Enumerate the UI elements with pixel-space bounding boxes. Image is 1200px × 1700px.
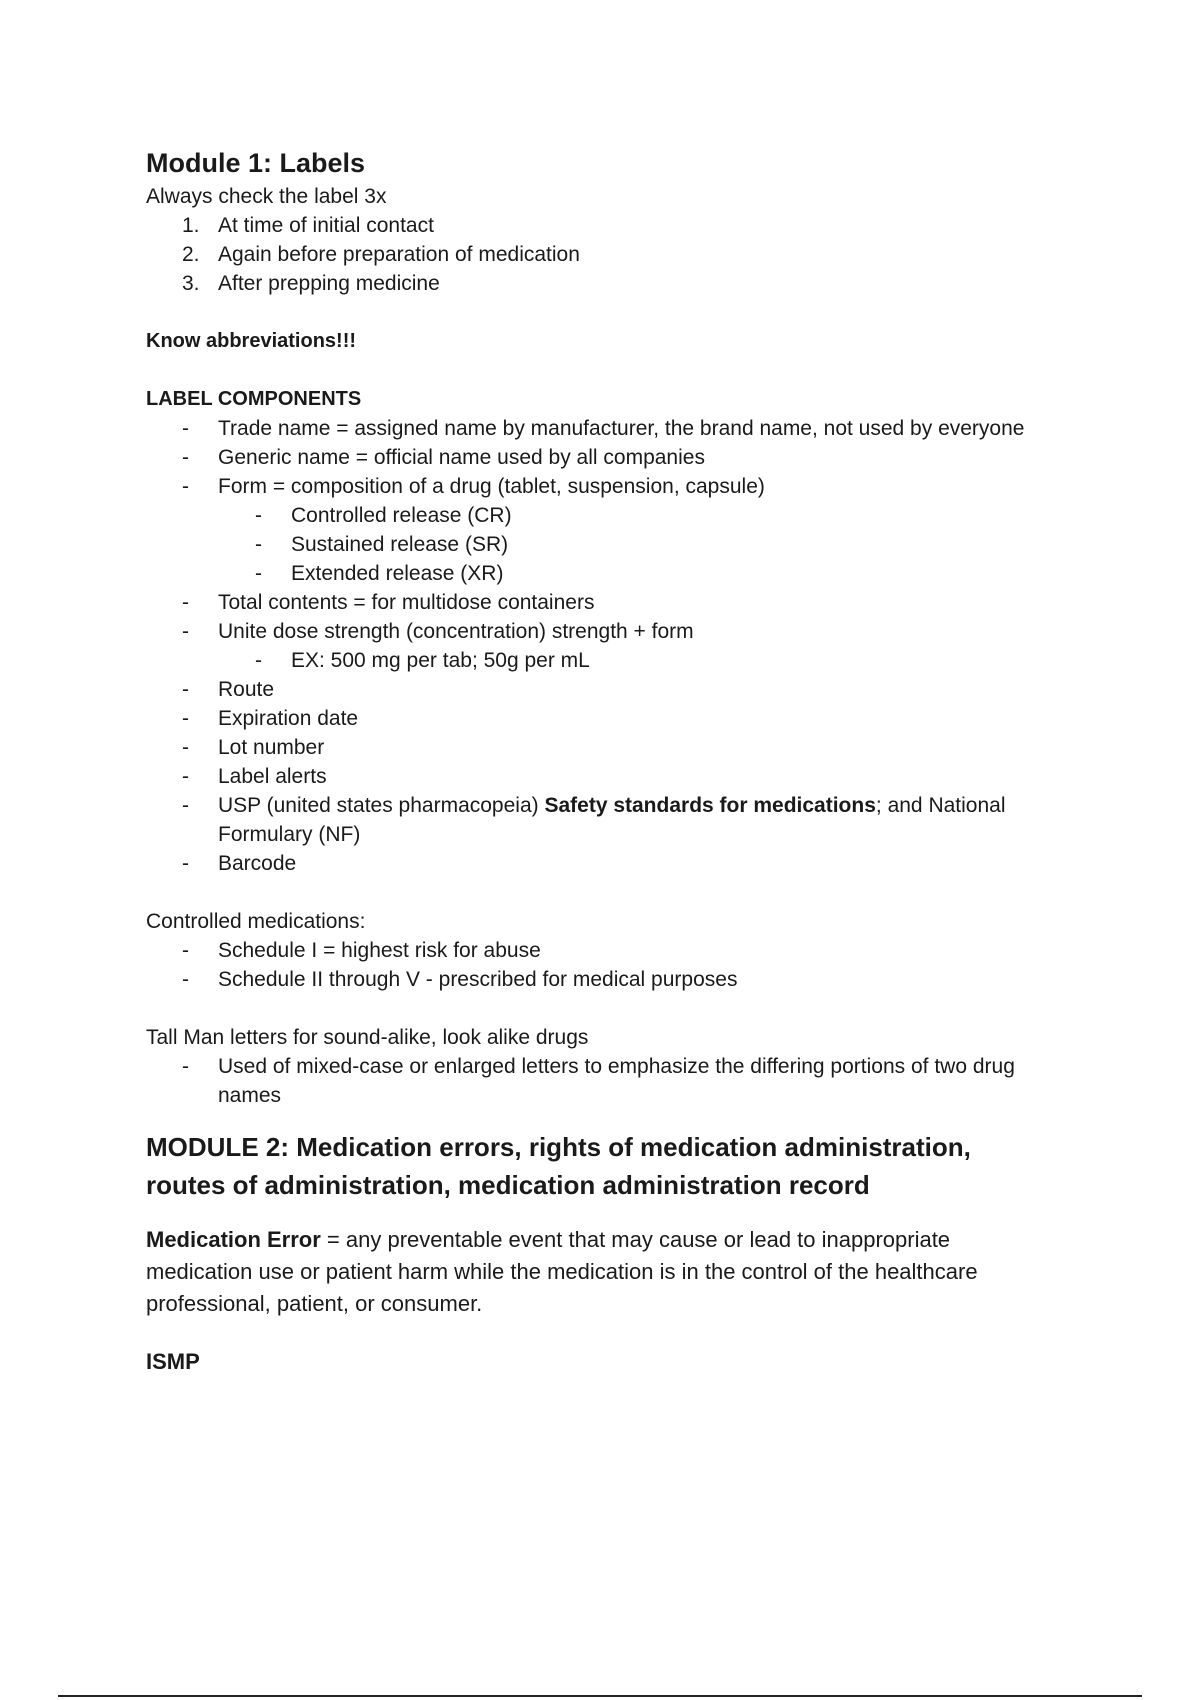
list-item: - Schedule I = highest risk for abuse [182, 939, 541, 962]
list-item: - Sustained release (SR) [255, 533, 509, 556]
list-item: - Label alerts [182, 765, 327, 788]
list-item: - Extended release (XR) [255, 562, 504, 585]
unit-dose-sublist [146, 646, 1076, 675]
controlled-medications-heading: Controlled medications: [146, 910, 366, 933]
list-item: - Lot number [182, 736, 325, 759]
list-item: 3. After prepping medicine [182, 272, 440, 295]
list-item: - Controlled release (CR) [255, 504, 512, 527]
controlled-medications-list [146, 936, 1076, 994]
abbreviations-note: Know abbreviations!!! [146, 330, 357, 352]
label-check-steps [146, 211, 1076, 298]
ismp-heading: ISMP [146, 1349, 200, 1374]
list-item: 2. Again before preparation of medication [182, 243, 580, 266]
list-item: - Total contents = for multidose containers [182, 591, 595, 614]
tall-man-heading: Tall Man letters for sound-alike, look alike drugs [146, 1026, 589, 1049]
label-components-list-3 [146, 675, 1076, 878]
list-item: - Trade name = assigned name by manufacturer, the brand name, not used by everyone [182, 417, 1025, 440]
tall-man-list [146, 1052, 1076, 1110]
list-item: - Expiration date [182, 707, 359, 730]
list-item: - Form = composition of a drug (tablet, suspension, capsule) [182, 475, 765, 498]
form-sublist [146, 501, 1076, 588]
list-item: - Unite dose strength (concentration) strength + form [182, 620, 694, 643]
label-components-list [146, 414, 1076, 501]
list-item: - Used of mixed-case or enlarged letters to emphasize the differing portions of two drug names [182, 1055, 1015, 1107]
list-item: - USP (united states pharmacopeia) Safety standards for medications; and National Formulary (NF) [182, 794, 1006, 846]
module-1-title: Module 1: Labels [146, 148, 366, 178]
list-item: - Generic name = official name used by all companies [182, 446, 705, 469]
document-page [146, 148, 1076, 1378]
label-components-heading: LABEL COMPONENTS [146, 388, 362, 410]
label-check-intro: Always check the label 3x [146, 185, 387, 208]
page-bottom-rule [58, 1695, 1142, 1697]
label-components-list-2 [146, 588, 1076, 646]
medication-error-definition: Medication Error = any preventable event that may cause or lead to inappropriate medication use or patient harm while the medication is in the control of the healthcare professional, patient, or consumer. [146, 1227, 978, 1316]
list-item: - Barcode [182, 852, 297, 875]
list-item: - Schedule II through V - prescribed for medical purposes [182, 968, 738, 991]
list-item: 1. At time of initial contact [182, 214, 434, 237]
module-2-title: MODULE 2: Medication errors, rights of medication administration, routes of administration, medication administration record [146, 1132, 971, 1200]
list-item: - EX: 500 mg per tab; 50g per mL [255, 649, 590, 672]
list-item: - Route [182, 678, 275, 701]
